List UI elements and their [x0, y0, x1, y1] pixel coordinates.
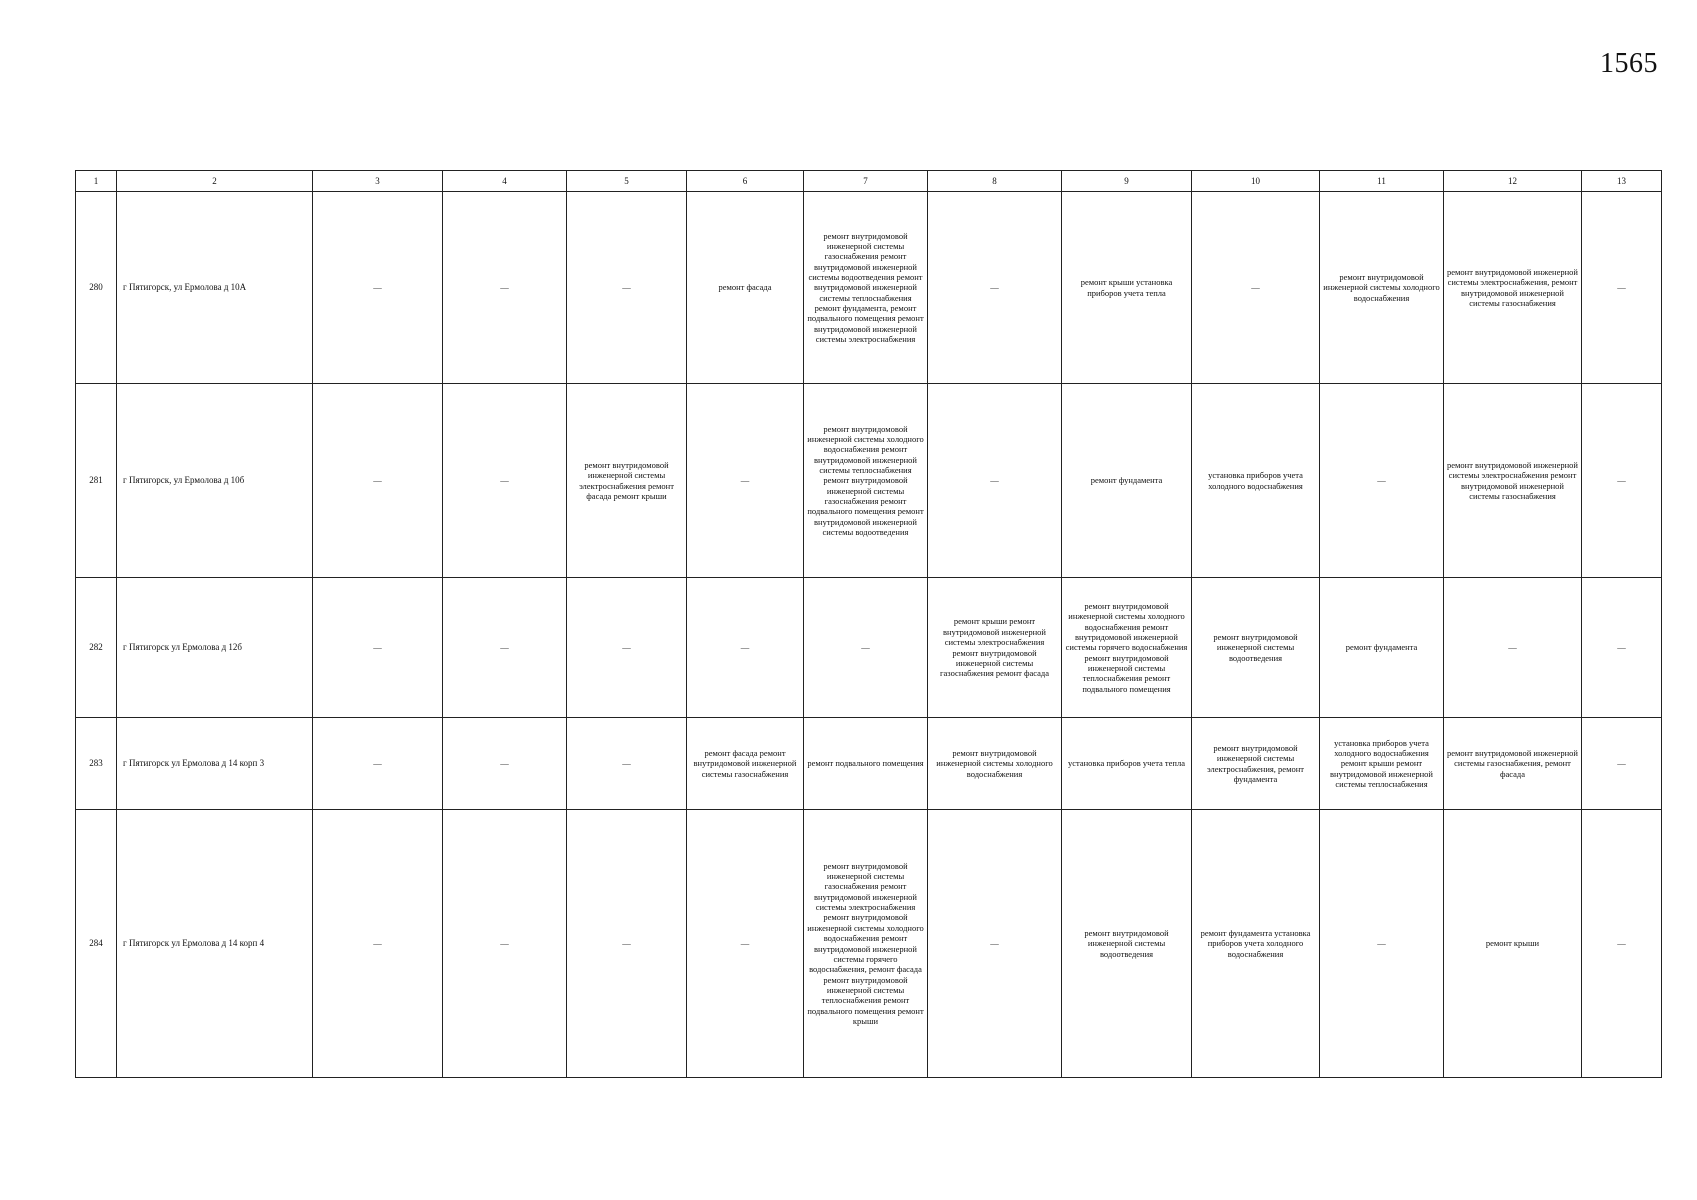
empty-cell-dash: —: [687, 578, 804, 718]
column-header: 8: [928, 171, 1062, 192]
row-number: 284: [76, 810, 117, 1078]
column-header: 7: [804, 171, 928, 192]
empty-cell-dash: —: [1582, 718, 1662, 810]
empty-cell-dash: —: [567, 578, 687, 718]
empty-cell-dash: —: [567, 810, 687, 1078]
column-header: 3: [313, 171, 443, 192]
empty-cell-dash: —: [928, 384, 1062, 578]
empty-cell-dash: —: [313, 192, 443, 384]
work-type-cell: ремонт внутридомовой инженерной системы газоснабжения ремонт внутридомовой инженерной системы водоотведения ремонт внутридомовой инженерной системы теплоснабжения ремонт фундамента, ремонт подвального помещения ремонт внутридомовой инженерной системы электроснабжения: [804, 192, 928, 384]
address-cell: г Пятигорск, ул Ермолова д 10А: [117, 192, 313, 384]
table-row: [76, 578, 1662, 718]
work-type-cell: ремонт внутридомовой инженерной системы газоснабжения ремонт внутридомовой инженерной системы электроснабжения ремонт внутридомовой инженерной системы холодного водоснабжения ремонт внутридомовой инженерной системы горячего водоснабжения, ремонт фасада ремонт внутридомовой инженерной системы теплоснабжения ремонт подвального помещения ремонт крыши: [804, 810, 928, 1078]
empty-cell-dash: —: [313, 578, 443, 718]
empty-cell-dash: —: [1320, 384, 1444, 578]
work-type-cell: ремонт фасада: [687, 192, 804, 384]
column-header: 10: [1192, 171, 1320, 192]
empty-cell-dash: —: [443, 578, 567, 718]
column-number-row: [76, 171, 1662, 192]
work-type-cell: ремонт внутридомовой инженерной системы электроснабжения ремонт внутридомовой инженерной системы газоснабжения: [1444, 384, 1582, 578]
row-number: 283: [76, 718, 117, 810]
table-row: [76, 192, 1662, 384]
empty-cell-dash: —: [1582, 578, 1662, 718]
column-header: 5: [567, 171, 687, 192]
work-type-cell: установка приборов учета тепла: [1062, 718, 1192, 810]
page-number: 1565: [1600, 48, 1658, 79]
work-type-cell: ремонт внутридомовой инженерной системы холодного водоснабжения ремонт внутридомовой инженерной системы теплоснабжения ремонт внутридомовой инженерной системы газоснабжения ремонт подвального помещения ремонт внутридомовой инженерной системы водоотведения: [804, 384, 928, 578]
work-type-cell: ремонт внутридомовой инженерной системы холодного водоснабжения ремонт внутридомовой инженерной системы горячего водоснабжения ремонт внутридомовой инженерной системы теплоснабжения ремонт подвального помещения: [1062, 578, 1192, 718]
work-type-cell: ремонт внутридомовой инженерной системы электроснабжения ремонт фасада ремонт крыши: [567, 384, 687, 578]
work-type-cell: ремонт фундамента: [1320, 578, 1444, 718]
empty-cell-dash: —: [1192, 192, 1320, 384]
table-row: [76, 810, 1662, 1078]
empty-cell-dash: —: [804, 578, 928, 718]
work-type-cell: установка приборов учета холодного водоснабжения: [1192, 384, 1320, 578]
empty-cell-dash: —: [313, 384, 443, 578]
empty-cell-dash: —: [443, 192, 567, 384]
table-row: [76, 384, 1662, 578]
work-type-cell: ремонт фундамента установка приборов учета холодного водоснабжения: [1192, 810, 1320, 1078]
work-type-cell: ремонт внутридомовой инженерной системы холодного водоснабжения: [928, 718, 1062, 810]
empty-cell-dash: —: [928, 810, 1062, 1078]
empty-cell-dash: —: [687, 810, 804, 1078]
empty-cell-dash: —: [928, 192, 1062, 384]
work-type-cell: ремонт внутридомовой инженерной системы холодного водоснабжения: [1320, 192, 1444, 384]
column-header: 9: [1062, 171, 1192, 192]
row-number: 282: [76, 578, 117, 718]
empty-cell-dash: —: [1582, 810, 1662, 1078]
repair-schedule-table: [75, 170, 1662, 1078]
empty-cell-dash: —: [443, 718, 567, 810]
table-body: [76, 192, 1662, 1078]
column-header: 13: [1582, 171, 1662, 192]
empty-cell-dash: —: [1582, 384, 1662, 578]
address-cell: г Пятигорск ул Ермолова д 12б: [117, 578, 313, 718]
work-type-cell: ремонт внутридомовой инженерной системы водоотведения: [1062, 810, 1192, 1078]
address-cell: г Пятигорск ул Ермолова д 14 корп 4: [117, 810, 313, 1078]
work-type-cell: ремонт внутридомовой инженерной системы газоснабжения, ремонт фасада: [1444, 718, 1582, 810]
column-header: 4: [443, 171, 567, 192]
row-number: 280: [76, 192, 117, 384]
empty-cell-dash: —: [443, 384, 567, 578]
column-header: 11: [1320, 171, 1444, 192]
empty-cell-dash: —: [567, 718, 687, 810]
work-type-cell: ремонт фундамента: [1062, 384, 1192, 578]
empty-cell-dash: —: [443, 810, 567, 1078]
work-type-cell: ремонт фасада ремонт внутридомовой инженерной системы газоснабжения: [687, 718, 804, 810]
address-cell: г Пятигорск, ул Ермолова д 10б: [117, 384, 313, 578]
table-row: [76, 718, 1662, 810]
column-header: 6: [687, 171, 804, 192]
empty-cell-dash: —: [313, 810, 443, 1078]
work-type-cell: ремонт крыши ремонт внутридомовой инженерной системы электроснабжения ремонт внутридомовой инженерной системы газоснабжения ремонт фасада: [928, 578, 1062, 718]
work-type-cell: ремонт крыши: [1444, 810, 1582, 1078]
empty-cell-dash: —: [1320, 810, 1444, 1078]
empty-cell-dash: —: [1444, 578, 1582, 718]
empty-cell-dash: —: [567, 192, 687, 384]
row-number: 281: [76, 384, 117, 578]
work-type-cell: ремонт внутридомовой инженерной системы электроснабжения, ремонт внутридомовой инженерной системы газоснабжения: [1444, 192, 1582, 384]
work-type-cell: ремонт внутридомовой инженерной системы электроснабжения, ремонт фундамента: [1192, 718, 1320, 810]
empty-cell-dash: —: [687, 384, 804, 578]
empty-cell-dash: —: [313, 718, 443, 810]
column-header: 1: [76, 171, 117, 192]
work-type-cell: ремонт подвального помещения: [804, 718, 928, 810]
column-header: 12: [1444, 171, 1582, 192]
work-type-cell: установка приборов учета холодного водоснабжения ремонт крыши ремонт внутридомовой инженерной системы теплоснабжения: [1320, 718, 1444, 810]
column-header: 2: [117, 171, 313, 192]
empty-cell-dash: —: [1582, 192, 1662, 384]
work-type-cell: ремонт крыши установка приборов учета тепла: [1062, 192, 1192, 384]
work-type-cell: ремонт внутридомовой инженерной системы водоотведения: [1192, 578, 1320, 718]
address-cell: г Пятигорск ул Ермолова д 14 корп 3: [117, 718, 313, 810]
